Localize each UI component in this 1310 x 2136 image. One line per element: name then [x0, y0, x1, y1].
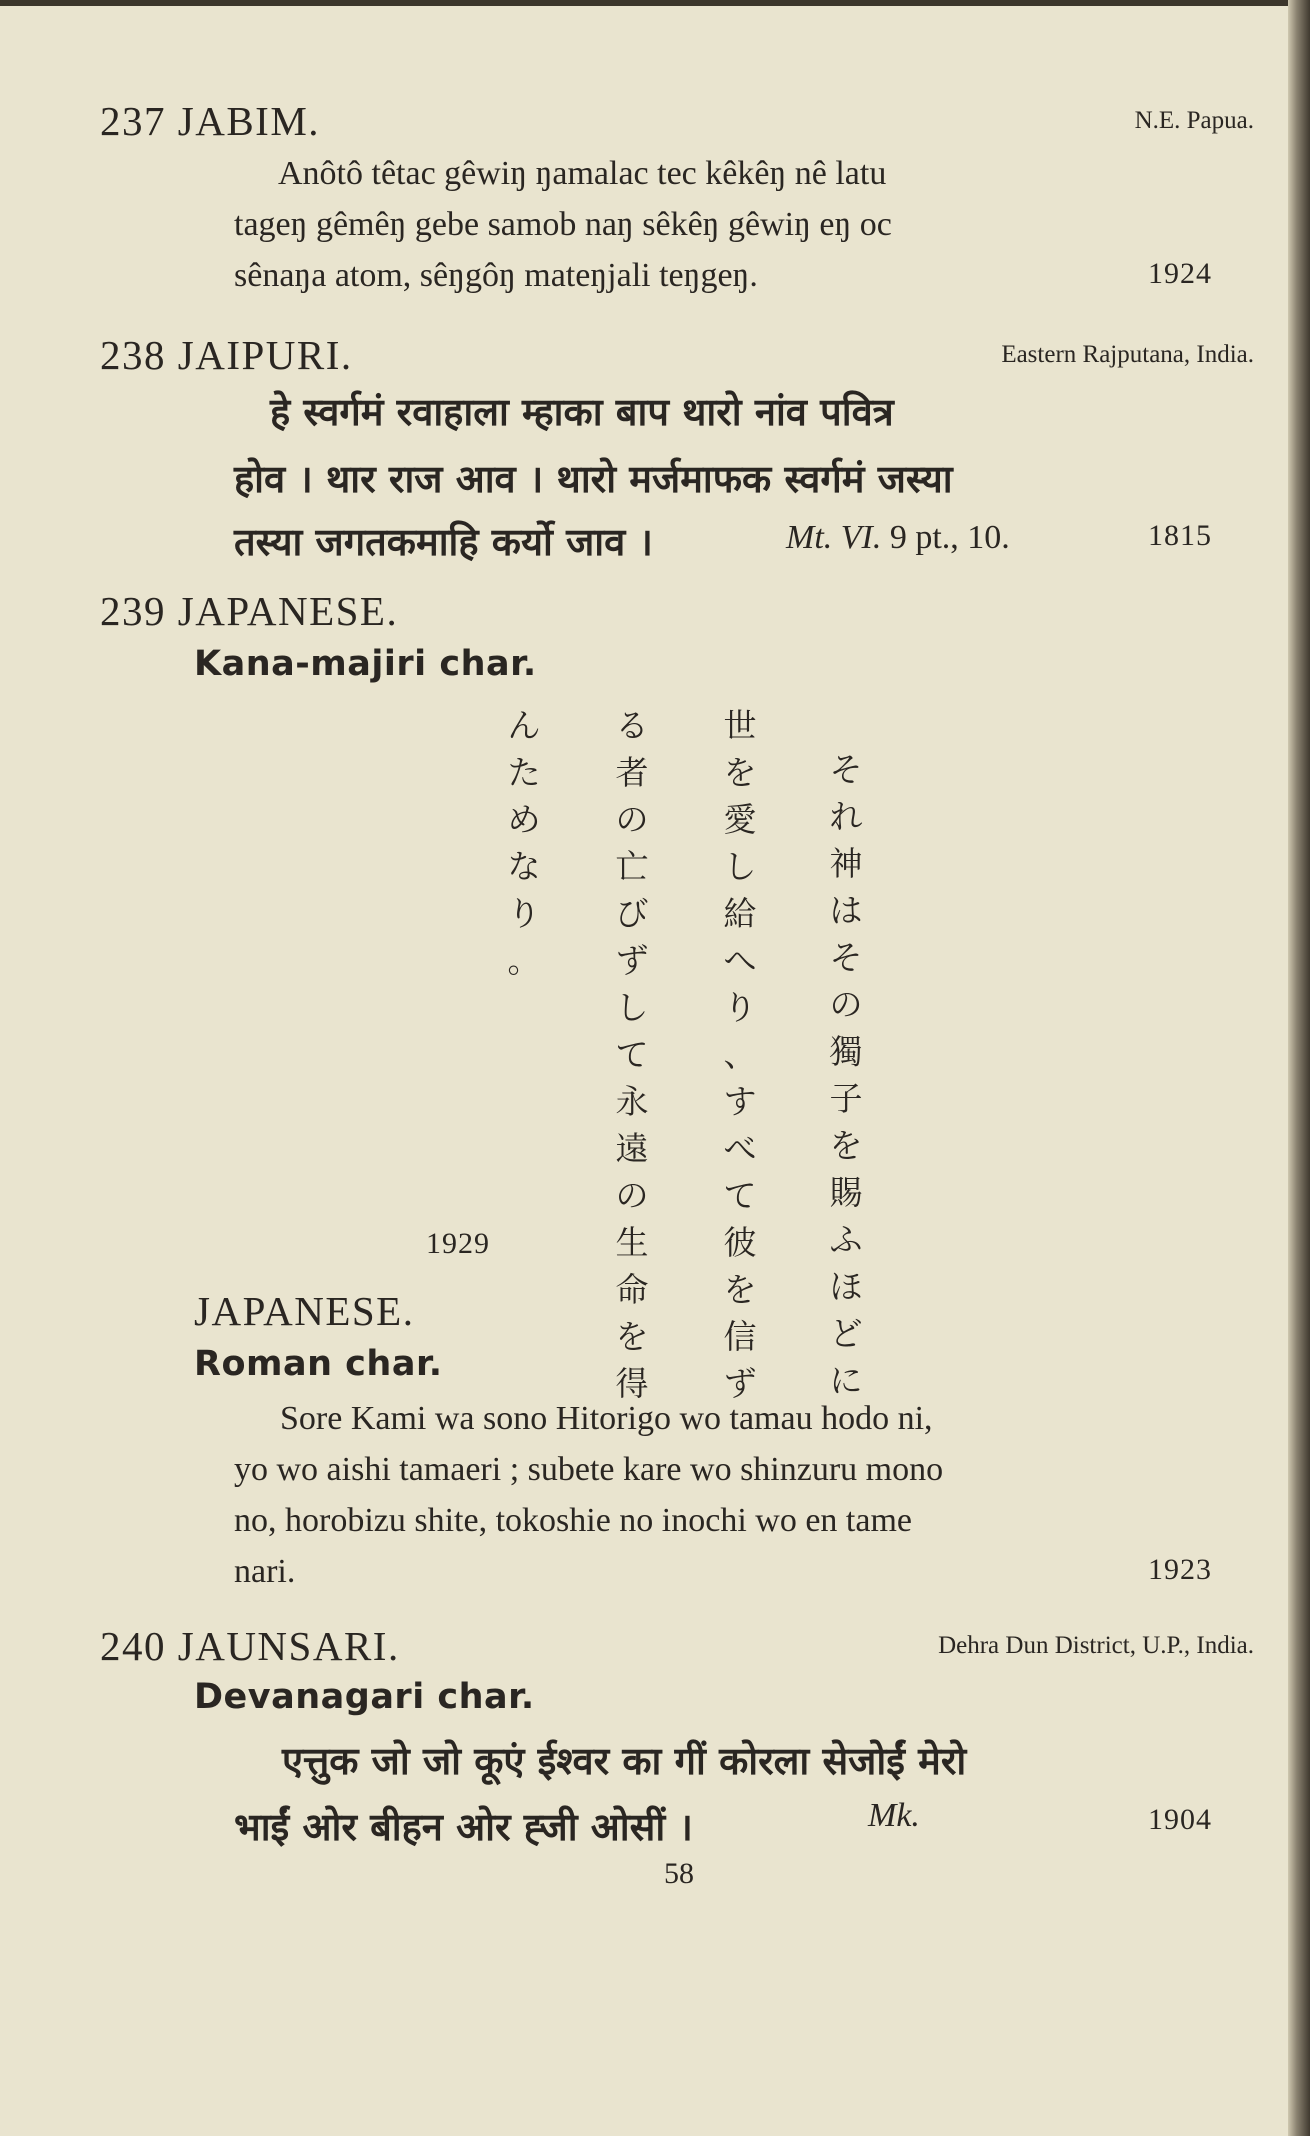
page-number: 58 — [664, 1857, 694, 1890]
entry-number: 237 — [100, 98, 166, 144]
kana-glyph: 信 — [723, 1317, 757, 1356]
entry-239-heading — [100, 587, 398, 635]
kana-glyph: ど — [829, 1314, 863, 1353]
entry-number: 238 — [100, 332, 166, 378]
kana-glyph: を — [615, 1317, 649, 1356]
entry-238-reference — [786, 512, 1010, 563]
entry-number: 240 — [100, 1623, 166, 1669]
kana-glyph: の — [829, 985, 863, 1024]
kana-glyph: す — [723, 1082, 757, 1121]
kana-glyph: ず — [615, 941, 649, 980]
entry-japanese-roman-script: Roman char. — [194, 1344, 443, 1384]
entry-237-heading — [100, 97, 320, 145]
kana-glyph: び — [615, 894, 649, 933]
entry-240-line-1: एत्तुक जो जो कूएं ईश्वर का गीं कोरला सेजोईं मेरो — [282, 1739, 967, 1783]
entry-237-line-3: sênaŋa atom, sêŋgôŋ mateŋjali teŋgeŋ. — [234, 257, 758, 294]
kana-glyph: 永 — [615, 1082, 649, 1121]
kana-glyph: へ — [723, 941, 757, 980]
kana-glyph: て — [615, 1035, 649, 1074]
kana-glyph: 得 — [615, 1364, 649, 1403]
kana-glyph: に — [829, 1361, 863, 1400]
kana-glyph: る — [615, 706, 649, 745]
entry-238-line-3: तस्या जगतकमाहि कर्यो जाव । — [234, 520, 653, 564]
kana-glyph: は — [829, 891, 863, 930]
kana-glyph: の — [615, 1176, 649, 1215]
japanese-column-1 — [826, 746, 866, 1404]
kana-glyph: ふ — [829, 1220, 863, 1259]
kana-glyph: 賜 — [829, 1173, 863, 1212]
kana-glyph: を — [723, 1270, 757, 1309]
entry-239-script: Kana-majiri char. — [194, 644, 537, 684]
entry-240-script: Devanagari char. — [194, 1677, 535, 1717]
kana-glyph: 者 — [615, 753, 649, 792]
kana-glyph: れ — [829, 797, 863, 836]
book-spine-shadow — [1288, 0, 1310, 2136]
japanese-column-4 — [504, 702, 544, 984]
entry-237-year: 1924 — [1148, 257, 1212, 290]
kana-glyph: 子 — [829, 1079, 863, 1118]
entry-240-reference: Mk. — [868, 1797, 920, 1834]
language-name: JAIPURI. — [177, 332, 353, 378]
kana-glyph: ほ — [829, 1267, 863, 1306]
kana-glyph: し — [723, 847, 757, 886]
kana-glyph: そ — [829, 938, 863, 977]
entry-japanese-roman-year: 1923 — [1148, 1553, 1212, 1586]
entry-japanese-roman-heading: JAPANESE. — [194, 1288, 415, 1334]
kana-glyph: ず — [723, 1364, 757, 1403]
entry-238-region: Eastern Rajputana, India. — [1001, 341, 1254, 368]
scripture-verses: 9 pt., 10. — [889, 519, 1010, 556]
entry-237-line-2: tageŋ gêmêŋ gebe samob naŋ sêkêŋ gêwiŋ eŋ oc — [234, 206, 892, 243]
kana-glyph: り — [723, 988, 757, 1027]
entry-238-line-1: हे स्वर्गमं रवाहाला म्हाका बाप थारो नांव पवित्र — [270, 390, 894, 434]
kana-glyph: の — [615, 800, 649, 839]
language-name: JABIM. — [177, 98, 321, 144]
roman-line-3: no, horobizu shite, tokoshie no inochi wo en tame — [234, 1502, 912, 1539]
japanese-column-2 — [720, 702, 760, 1407]
kana-glyph: ん — [507, 706, 541, 745]
entry-239-year: 1929 — [426, 1227, 490, 1260]
japanese-column-3 — [612, 702, 652, 1407]
kana-glyph: 生 — [615, 1223, 649, 1262]
kana-glyph: 命 — [615, 1270, 649, 1309]
kana-glyph: 世 — [723, 706, 757, 745]
kana-glyph: を — [829, 1126, 863, 1165]
kana-glyph: 亡 — [615, 847, 649, 886]
kana-glyph: べ — [723, 1129, 757, 1168]
entry-238-line-2: होव । थार राज आव । थारो मर्जमाफक स्वर्गमं जस्या — [234, 457, 953, 501]
scripture-reference: Mt. VI. — [786, 519, 882, 556]
kana-glyph: め — [507, 800, 541, 839]
kana-glyph: 獨 — [829, 1032, 863, 1071]
roman-line-4: nari. — [234, 1553, 296, 1590]
kana-glyph: 彼 — [723, 1223, 757, 1262]
roman-line-1: Sore Kami wa sono Hitorigo wo tamau hodo ni, — [280, 1400, 933, 1437]
kana-glyph: 、 — [723, 1035, 757, 1074]
entry-240-heading — [100, 1622, 400, 1670]
kana-glyph: 神 — [829, 844, 863, 883]
kana-glyph: 。 — [507, 941, 541, 980]
entry-240-region: Dehra Dun District, U.P., India. — [938, 1632, 1254, 1659]
kana-glyph: し — [615, 988, 649, 1027]
kana-glyph: 愛 — [723, 800, 757, 839]
entry-number: 239 — [100, 588, 166, 634]
roman-line-2: yo wo aishi tamaeri ; subete kare wo shinzuru mono — [234, 1451, 944, 1488]
language-name: JAPANESE. — [177, 588, 399, 634]
kana-glyph: そ — [829, 750, 863, 789]
entry-238-heading — [100, 331, 353, 379]
entry-240-line-2: भाईं ओर बीहन ओर ह्जी ओसीं । — [234, 1805, 693, 1849]
kana-glyph: 遠 — [615, 1129, 649, 1168]
kana-glyph: を — [723, 753, 757, 792]
kana-glyph: 給 — [723, 894, 757, 933]
entry-237-region: N.E. Papua. — [1134, 107, 1254, 134]
entry-237-line-1: Anôtô têtac gêwiŋ ŋamalac tec kêkêŋ nê latu — [278, 155, 887, 192]
kana-glyph: て — [723, 1176, 757, 1215]
language-name: JAUNSARI. — [177, 1623, 400, 1669]
entry-238-year: 1815 — [1148, 519, 1212, 552]
kana-glyph: な — [507, 847, 541, 886]
entry-240-year: 1904 — [1148, 1803, 1212, 1836]
kana-glyph: り — [507, 894, 541, 933]
kana-glyph: た — [507, 753, 541, 792]
